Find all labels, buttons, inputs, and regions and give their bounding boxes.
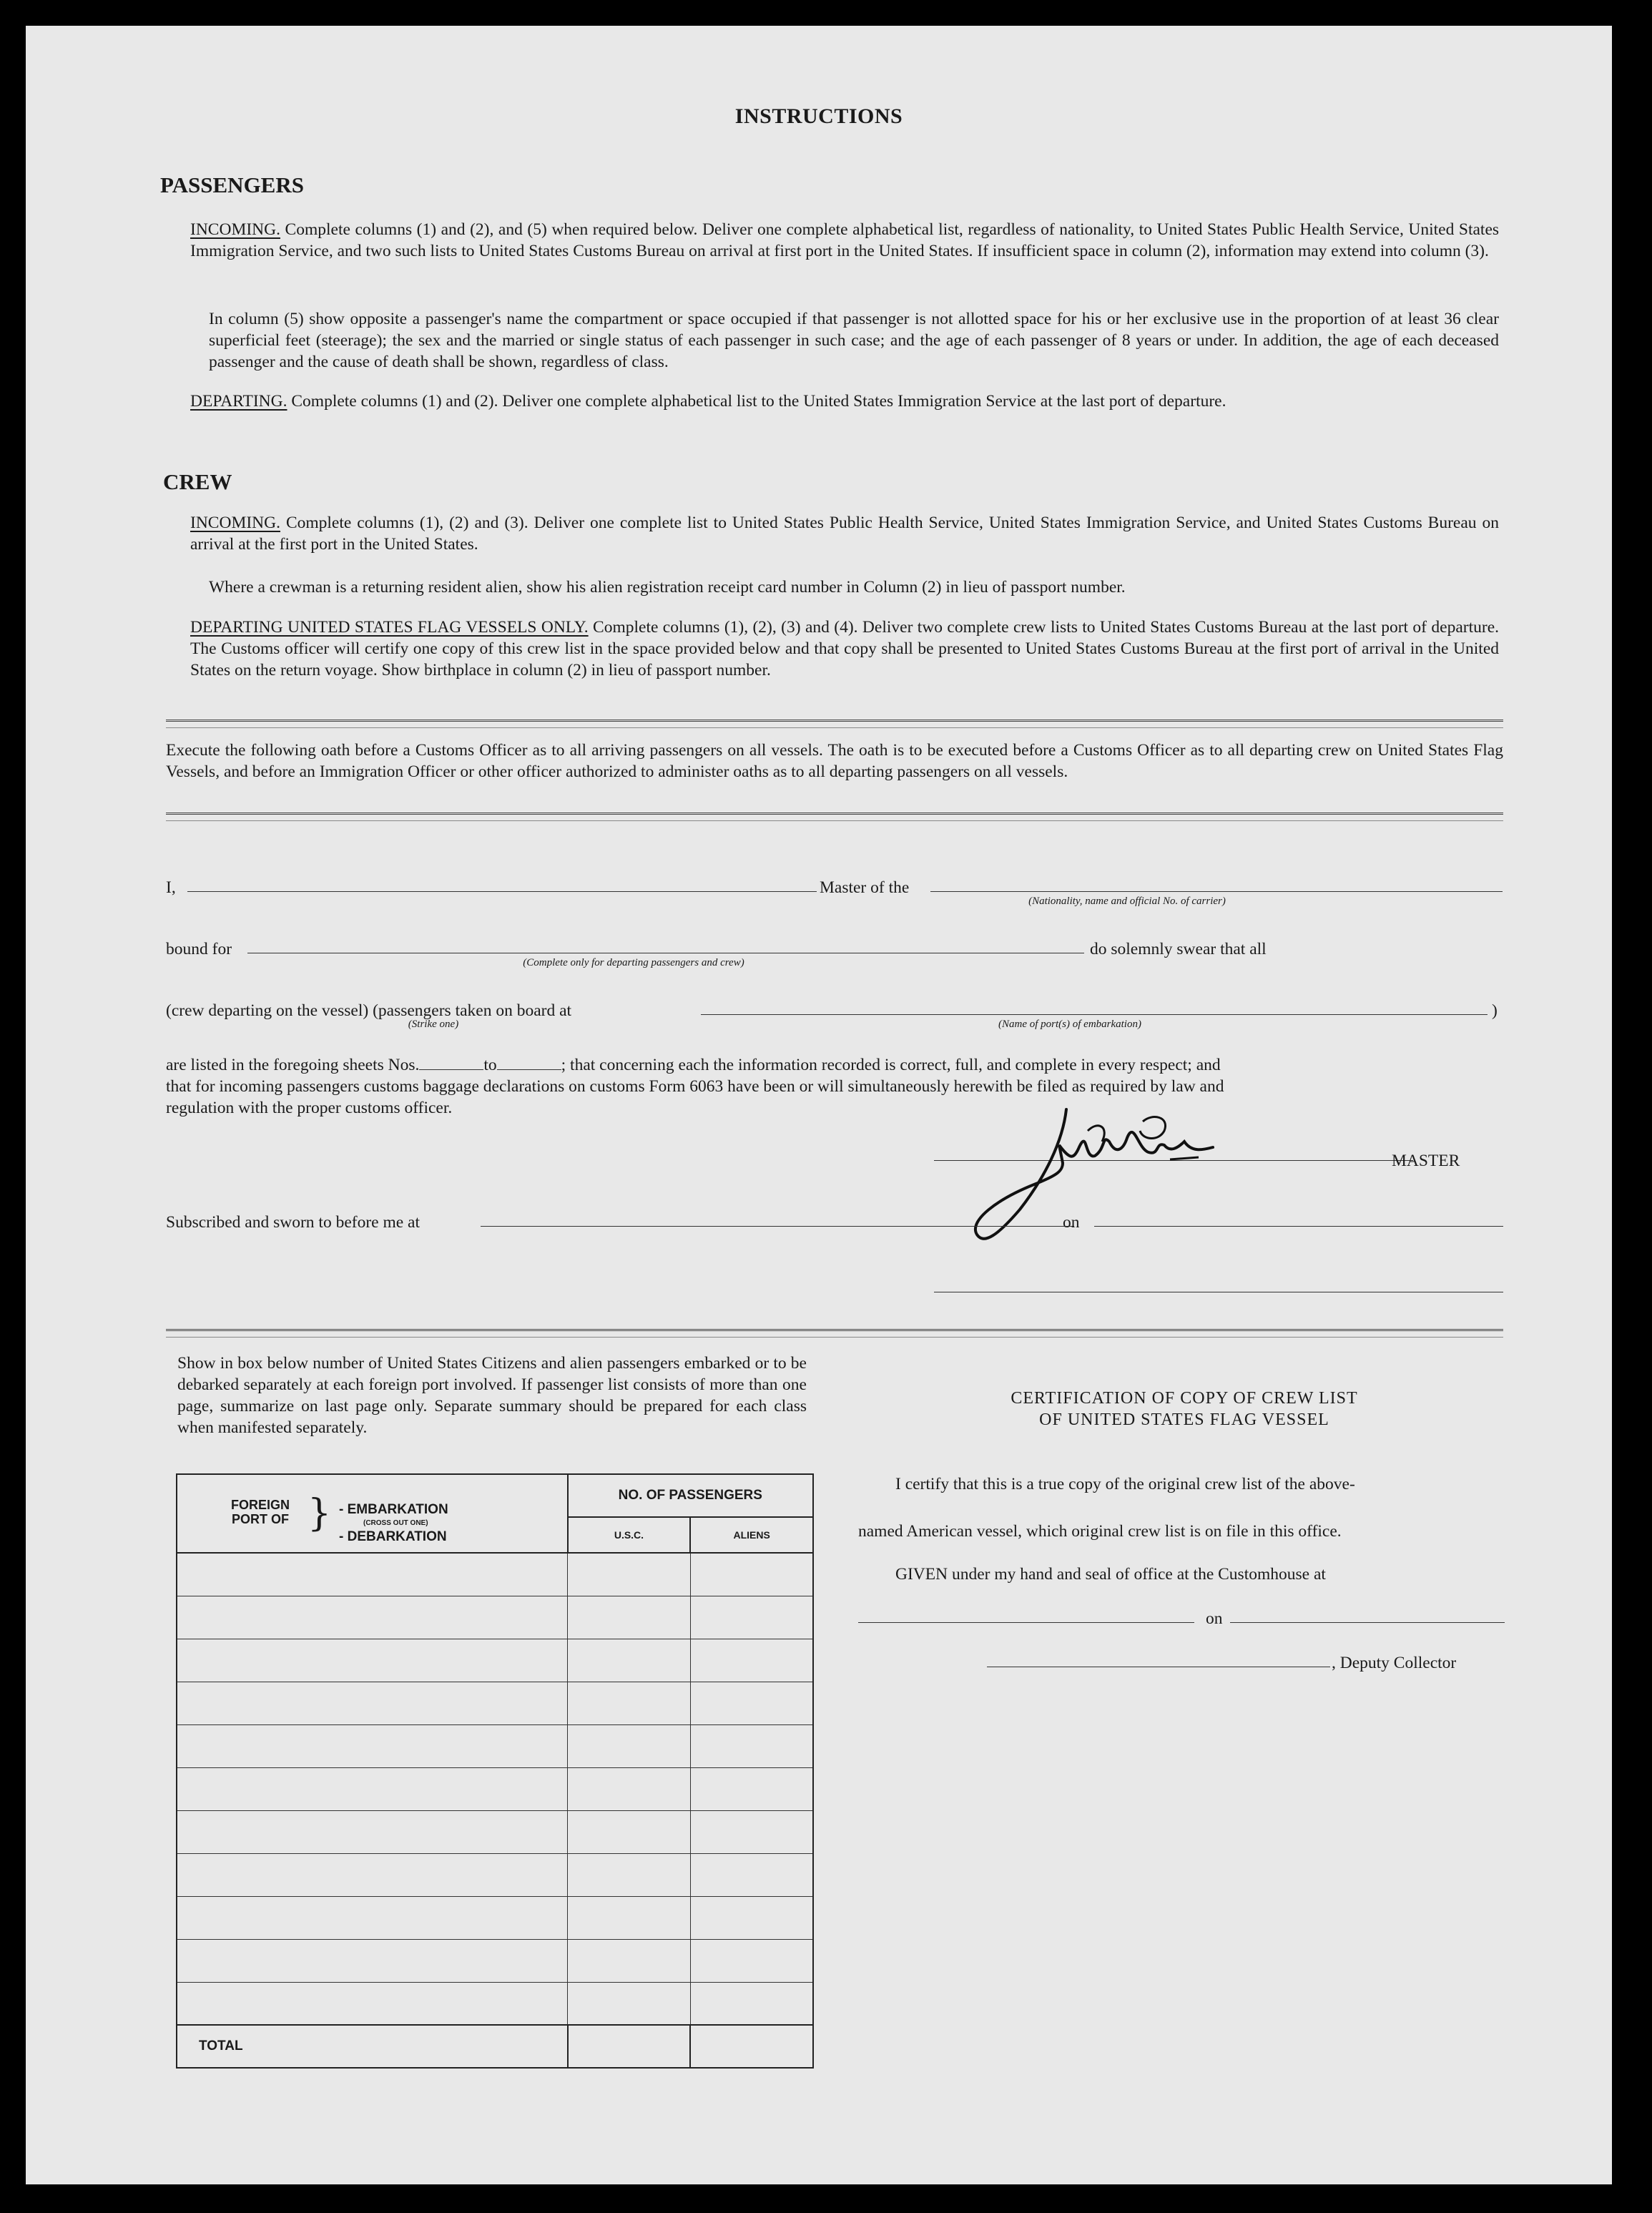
usc-total-cell[interactable] (568, 2025, 691, 2068)
subscribed-place-field[interactable] (481, 1226, 1074, 1227)
oath-master-of: Master of the (820, 878, 910, 897)
cross-out-label: (CROSS OUT ONE) (363, 1519, 428, 1527)
passengers-incoming-paragraph (190, 219, 1499, 262)
total-label: TOTAL (177, 2025, 568, 2068)
foreign-port-label: FOREIGN PORT OF (230, 1498, 290, 1526)
brace-icon: } (308, 1492, 332, 1535)
given-line: GIVEN under my hand and seal of office at the Customhouse at (895, 1565, 1326, 1584)
port-cell[interactable] (177, 1682, 568, 1724)
form-page (26, 26, 1612, 2184)
crew-incoming-label: INCOMING. (190, 514, 280, 532)
deputy-collector-label: , Deputy Collector (1332, 1654, 1457, 1672)
port-cell[interactable] (177, 1767, 568, 1810)
oath-listed-b: ; that concerning each the information recorded is correct, full, and complete in every respect; and (561, 1056, 1221, 1074)
passengers-departing-label: DEPARTING. (190, 392, 287, 411)
oath-listed-d: regulation with the proper customs officer. (166, 1099, 453, 1117)
oath-swear: do solemnly swear that all (1090, 940, 1267, 958)
usc-cell[interactable] (568, 1982, 691, 2025)
port-cell[interactable] (177, 1724, 568, 1767)
aliens-cell[interactable] (690, 1939, 813, 1982)
no-passengers-header: NO. OF PASSENGERS (568, 1474, 813, 1517)
aliens-cell[interactable] (690, 1853, 813, 1896)
ports-hint: (Name of port(s) of embarkation) (998, 1019, 1141, 1030)
sheet-from-field[interactable] (419, 1056, 483, 1070)
certify-line-a: I certify that this is a true copy of the original crew list of the above- (895, 1475, 1355, 1493)
certification-date-field[interactable] (1230, 1622, 1505, 1623)
oath-i-label: I, (166, 878, 176, 897)
passenger-summary-table (176, 1473, 814, 2069)
port-cell[interactable] (177, 1553, 568, 1596)
strike-one-hint: (Strike one) (408, 1019, 459, 1030)
instructions-heading: INSTRUCTIONS (734, 104, 903, 128)
usc-cell[interactable] (568, 1553, 691, 1596)
oath-intro: Execute the following oath before a Customs Officer as to all arriving passengers on all vessels. The oath is to be executed before a Customs Officer as to all departing crew on United States Flag Vessels, and before an Immigration Officer or other officer authorized to administer oaths as to all departing passengers on all vessels. (166, 741, 1503, 781)
crew-departing-label: DEPARTING UNITED STATES FLAG VESSELS ONLY. (190, 618, 589, 637)
usc-cell[interactable] (568, 1639, 691, 1682)
summary-intro: Show in box below number of United States Citizens and alien passengers embarked or to be debarked separately at each foreign port involved. If passenger list consists of more than one page, summarize on last page only. Separate summary should be prepared for each class when manifested separately. (177, 1354, 807, 1437)
oath-listed-line1 (166, 1054, 1221, 1076)
certification-title-1: CERTIFICATION OF COPY OF CREW LIST (1011, 1389, 1358, 1408)
usc-cell[interactable] (568, 1896, 691, 1939)
oath-listed-to: to (483, 1056, 497, 1074)
passengers-heading: PASSENGERS (160, 172, 304, 197)
certification-title-2: OF UNITED STATES FLAG VESSEL (1039, 1410, 1329, 1429)
aliens-cell[interactable] (690, 1682, 813, 1724)
port-cell[interactable] (177, 1810, 568, 1853)
debarkation-label: - DEBARKATION (339, 1529, 447, 1544)
aliens-cell[interactable] (690, 1896, 813, 1939)
aliens-header: ALIENS (690, 1517, 813, 1553)
crew-heading: CREW (163, 469, 232, 494)
port-cell[interactable] (177, 1982, 568, 2025)
usc-cell[interactable] (568, 1853, 691, 1896)
port-cell[interactable] (177, 1939, 568, 1982)
aliens-cell[interactable] (690, 1724, 813, 1767)
aliens-cell[interactable] (690, 1767, 813, 1810)
bound-hint: (Complete only for departing passengers and crew) (523, 957, 744, 968)
carrier-field[interactable] (930, 891, 1503, 892)
crew-departing-text: Complete columns (1), (2), (3) and (4). Deliver two complete crew lists to United States Customs Bureau at the last port of departure. The Customs officer will certify one copy of this crew list in the space provided below and that copy shall be presented to United States Customs Bureau at the first port of arrival in the United States on the return voyage. Show birthplace in column (2) in lieu of passport number. (190, 618, 1499, 679)
divider-bottom (166, 1329, 1503, 1338)
master-signature (955, 1091, 1356, 1256)
usc-cell[interactable] (568, 1939, 691, 1982)
aliens-cell[interactable] (690, 1810, 813, 1853)
embarkation-label: - EMBARKATION (339, 1502, 448, 1517)
usc-cell[interactable] (568, 1596, 691, 1639)
passengers-incoming-text: Complete columns (1) and (2), and (5) when required below. Deliver one complete alphabetical list, regardless of nationality, to United States Public Health Service, United States Immigration Service, and two such lists to United States Customs Bureau on arrival at first port in the United States. If insufficient space in column (2), information may extend into column (3). (190, 220, 1500, 260)
oath-crew-departing: (crew departing on the vessel) (passengers taken on board at (166, 1001, 572, 1020)
usc-cell[interactable] (568, 1810, 691, 1853)
aliens-cell[interactable] (690, 1639, 813, 1682)
passengers-column5-paragraph: In column (5) show opposite a passenger's name the compartment or space occupied if that passenger is not allotted space for his or her exclusive use in the proportion of at least 36 clear superficial feet (steerage); the sex and the married or single status of each passenger in such case; and the age of each passenger of 8 years or under. In addition, the age of each deceased passenger and the cause of death shall be shown, regardless of class. (209, 310, 1499, 371)
foreign-port-header (177, 1474, 568, 1553)
sheet-to-field[interactable] (497, 1056, 561, 1070)
passengers-incoming-label: INCOMING. (190, 220, 280, 239)
port-cell[interactable] (177, 1639, 568, 1682)
oath-bound-for: bound for (166, 940, 232, 958)
carrier-hint: (Nationality, name and official No. of carrier) (1028, 895, 1226, 907)
oath-on-label: on (1063, 1213, 1080, 1232)
usc-cell[interactable] (568, 1767, 691, 1810)
certification-on-label: on (1206, 1609, 1223, 1628)
crew-incoming-text: Complete columns (1), (2) and (3). Deliver one complete list to United States Public Health Service, United States Immigration Service, and United States Customs Bureau on arrival at the first port in the United States. (190, 514, 1499, 554)
master-name-field[interactable] (187, 891, 817, 892)
port-cell[interactable] (177, 1853, 568, 1896)
passengers-departing-paragraph (190, 391, 1499, 412)
oath-listed-a: are listed in the foregoing sheets Nos. (166, 1056, 420, 1074)
aliens-cell[interactable] (690, 1982, 813, 2025)
crew-departing-paragraph (190, 617, 1499, 681)
oath-subscribed: Subscribed and sworn to before me at (166, 1213, 421, 1232)
port-cell[interactable] (177, 1596, 568, 1639)
oath-close-paren: ) (1492, 1001, 1498, 1020)
crew-resident-paragraph: Where a crewman is a returning resident alien, show his alien registration receipt card number in Column (2) in lieu of passport number. (209, 578, 1126, 597)
usc-header: U.S.C. (568, 1517, 691, 1553)
aliens-cell[interactable] (690, 1596, 813, 1639)
aliens-total-cell[interactable] (690, 2025, 813, 2068)
certify-line-b: named American vessel, which original crew list is on file in this office. (858, 1522, 1342, 1541)
ports-field[interactable] (701, 1014, 1488, 1015)
port-cell[interactable] (177, 1896, 568, 1939)
divider-top (166, 720, 1503, 728)
customhouse-field[interactable] (858, 1622, 1194, 1623)
passengers-departing-text: Complete columns (1) and (2). Deliver one complete alphabetical list to the United States Immigration Service at the last port of departure. (291, 392, 1226, 411)
oath-listed-c: that for incoming passengers customs baggage declarations on customs Form 6063 have been or will simultaneously herewith be filed as required by law and (166, 1077, 1224, 1096)
master-label: MASTER (1392, 1152, 1460, 1170)
divider-oath (166, 813, 1503, 821)
crew-incoming-paragraph (190, 512, 1499, 555)
subscribed-date-field[interactable] (1094, 1226, 1503, 1227)
usc-cell[interactable] (568, 1724, 691, 1767)
usc-cell[interactable] (568, 1682, 691, 1724)
aliens-cell[interactable] (690, 1553, 813, 1596)
